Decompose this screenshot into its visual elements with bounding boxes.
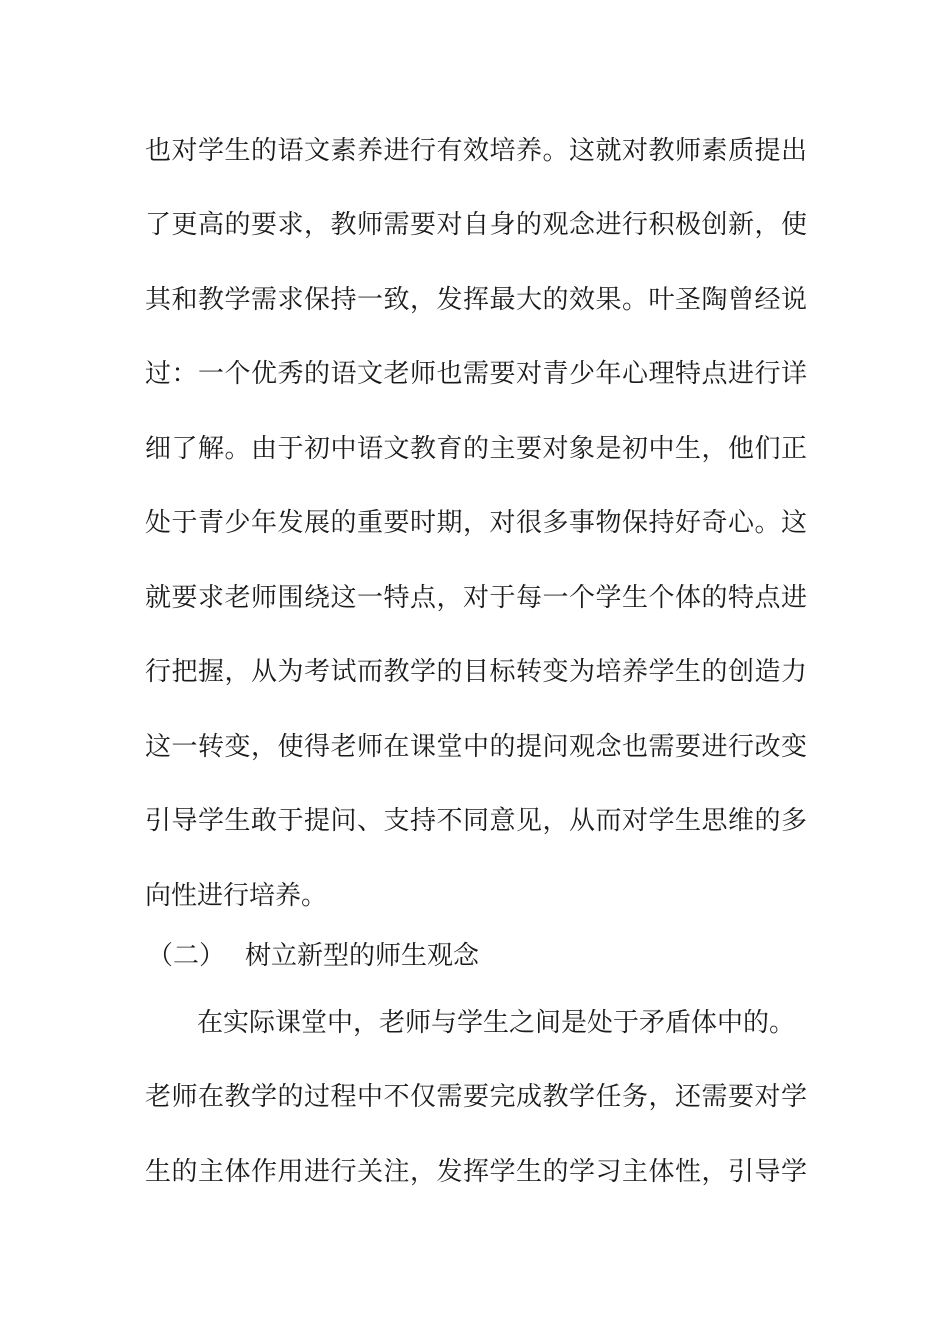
text-line: 引导学生敢于提问、支持不同意见，从而对学生思维的多 xyxy=(145,806,807,836)
text-line: 老师在教学的过程中不仅需要完成教学任务，还需要对学 xyxy=(145,1082,807,1112)
text-line: 向性进行培养。 xyxy=(145,881,328,911)
text-line: 了更高的要求，教师需要对自身的观念进行积极创新，使 xyxy=(145,210,807,240)
text-line: 生的主体作用进行关注，发挥学生的学习主体性，引导学 xyxy=(145,1157,807,1187)
text-line: 就要求老师围绕这一特点，对于每一个学生个体的特点进 xyxy=(145,583,807,613)
text-line: 行把握，从为考试而教学的目标转变为培养学生的创造力 xyxy=(145,657,807,687)
text-line: 细了解。由于初中语文教育的主要对象是初中生，他们正 xyxy=(145,434,807,464)
text-line: 在实际课堂中，老师与学生之间是处于矛盾体中的。 xyxy=(197,1008,796,1038)
text-line: 处于青少年发展的重要时期，对很多事物保持好奇心。这 xyxy=(145,508,807,538)
text-line: 其和教学需求保持一致，发挥最大的效果。叶圣陶曾经说 xyxy=(145,285,807,315)
section-title: 树立新型的师生观念 xyxy=(245,941,480,971)
section-number: （二） xyxy=(147,941,226,971)
text-line: 这一转变，使得老师在课堂中的提问观念也需要进行改变 xyxy=(145,732,807,762)
text-line: 也对学生的语文素养进行有效培养。这就对教师素质提出 xyxy=(145,136,807,166)
text-line: 过：一个优秀的语文老师也需要对青少年心理特点进行详 xyxy=(145,359,807,389)
section-heading xyxy=(147,938,479,974)
